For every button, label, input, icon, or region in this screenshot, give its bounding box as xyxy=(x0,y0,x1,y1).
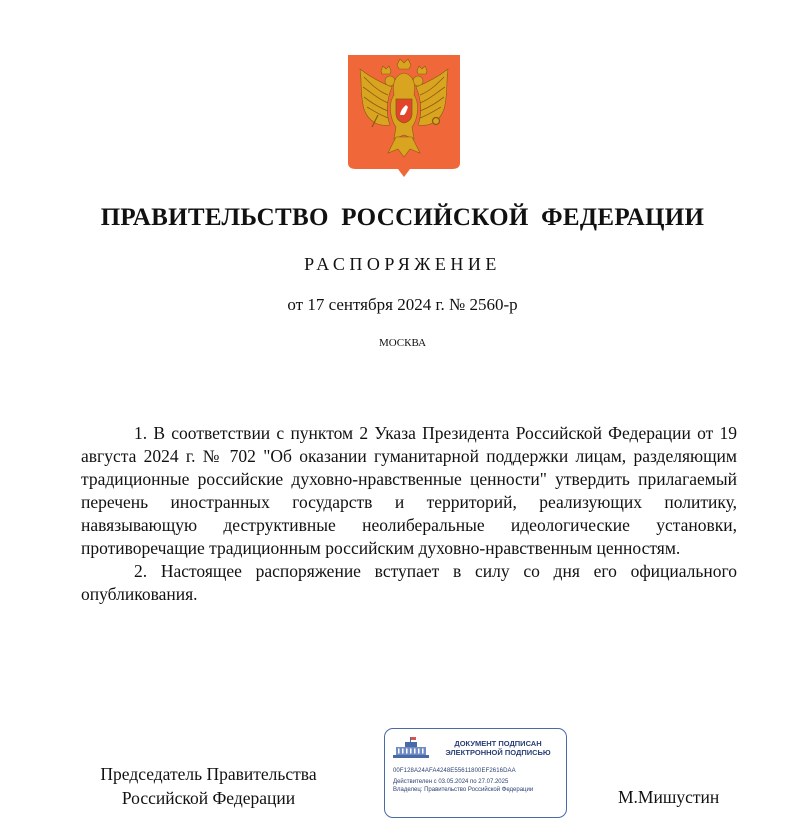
paragraph-2: 2. Настоящее распоряжение вступает в силу со дня его официального опубликования. xyxy=(81,561,737,604)
esign-heading-line-1: ДОКУМЕНТ ПОДПИСАН xyxy=(454,739,542,748)
paragraph-1: 1. В соответствии с пунктом 2 Указа Президента Российской Федерации от 19 августа 2024 г. № 702 "Об оказании гуманитарной поддержки лицам, разделяющим традиционные российские духовно-нравственные ценности" утвердить прилагаемый перечень иностранных государств и территорий, реализующих политику, навязывающую деструктивные неолиберальные идеологические установки, противоречащие традиционным российским духовно-нравственным ценностям. xyxy=(81,423,737,558)
document-body xyxy=(81,422,737,606)
esign-owner: Владелец: Правительство Российской Федерации xyxy=(393,787,534,793)
coat-of-arms-icon xyxy=(348,55,460,177)
document-city: МОСКВА xyxy=(378,337,427,349)
esign-serial-number: 00F128A24AFA4248E55611800EF2616DAA xyxy=(393,768,516,774)
signer-name: М.Мишустин xyxy=(618,787,720,807)
document-date-number: от 17 сентября 2024 г. № 2560-р xyxy=(287,295,518,314)
esign-heading xyxy=(433,739,563,757)
organization-title: ПРАВИТЕЛЬСТВО РОССИЙСКОЙ ФЕДЕРАЦИИ xyxy=(100,204,705,231)
signer-title xyxy=(81,762,336,810)
signer-title-line-2: Российской Федерации xyxy=(121,788,296,808)
government-building-icon xyxy=(393,736,429,760)
document-type: РАСПОРЯЖЕНИЕ xyxy=(304,254,501,274)
signer-title-line-1: Председатель Правительства xyxy=(100,764,317,784)
electronic-signature-stamp xyxy=(384,728,567,818)
esign-validity: Действителен с 03.05.2024 по 27.07.2025 xyxy=(393,779,509,785)
esign-heading-line-2: ЭЛЕКТРОННОЙ ПОДПИСЬЮ xyxy=(445,748,551,757)
